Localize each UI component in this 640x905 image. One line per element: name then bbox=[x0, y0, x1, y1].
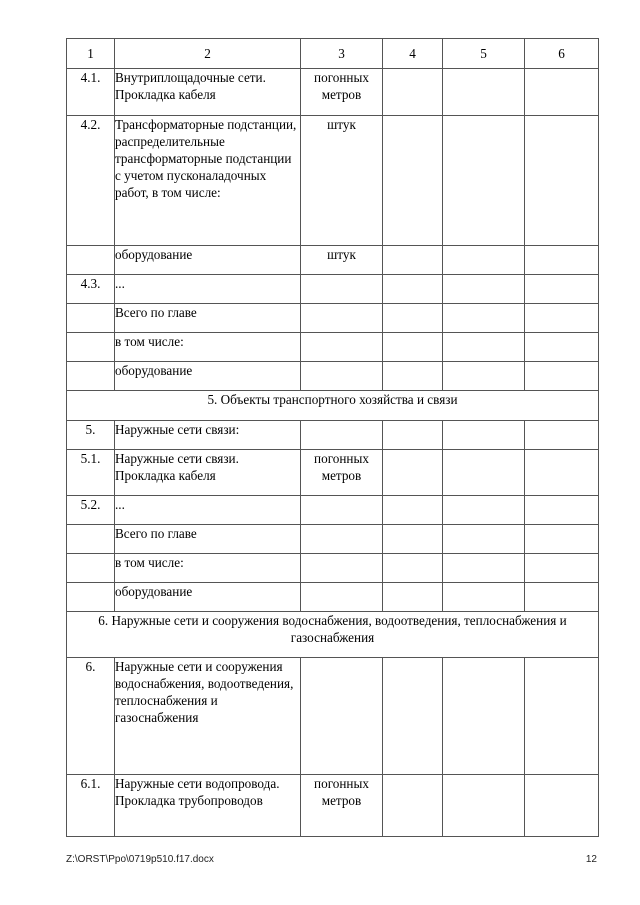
column-header: 6 bbox=[525, 39, 599, 69]
empty-cell bbox=[525, 246, 599, 275]
row-unit bbox=[301, 496, 383, 525]
row-name: Наружные сети водопровода. Прокладка трубопроводов bbox=[115, 775, 301, 837]
row-number: 5.2. bbox=[67, 496, 115, 525]
row-number: 6. bbox=[67, 658, 115, 775]
table-row bbox=[67, 304, 599, 333]
row-unit bbox=[301, 554, 383, 583]
cost-table bbox=[66, 38, 599, 837]
empty-cell bbox=[443, 246, 525, 275]
row-unit: погонных метров bbox=[301, 69, 383, 116]
column-header: 1 bbox=[67, 39, 115, 69]
row-unit bbox=[301, 421, 383, 450]
empty-cell bbox=[443, 69, 525, 116]
row-unit: штук bbox=[301, 246, 383, 275]
empty-cell bbox=[443, 658, 525, 775]
row-number: 5.1. bbox=[67, 450, 115, 496]
row-name: Наружные сети связи: bbox=[115, 421, 301, 450]
empty-cell bbox=[383, 246, 443, 275]
empty-cell bbox=[383, 116, 443, 246]
row-unit bbox=[301, 658, 383, 775]
row-number bbox=[67, 362, 115, 391]
table-row bbox=[67, 275, 599, 304]
row-name: ... bbox=[115, 275, 301, 304]
row-name: Наружные сети и сооружения водоснабжения, водоотведения, теплоснабжения и газоснабжения bbox=[115, 658, 301, 775]
empty-cell bbox=[443, 525, 525, 554]
empty-cell bbox=[525, 362, 599, 391]
empty-cell bbox=[525, 496, 599, 525]
empty-cell bbox=[383, 658, 443, 775]
empty-cell bbox=[525, 583, 599, 612]
table-row bbox=[67, 583, 599, 612]
empty-cell bbox=[383, 421, 443, 450]
empty-cell bbox=[383, 775, 443, 837]
table-row bbox=[67, 496, 599, 525]
empty-cell bbox=[383, 362, 443, 391]
empty-cell bbox=[525, 304, 599, 333]
table-row bbox=[67, 116, 599, 246]
table-row bbox=[67, 421, 599, 450]
table-row bbox=[67, 554, 599, 583]
empty-cell bbox=[525, 421, 599, 450]
empty-cell bbox=[525, 775, 599, 837]
empty-cell bbox=[525, 116, 599, 246]
file-path: Z:\ORST\Ppo\0719p510.f17.docx bbox=[66, 854, 214, 865]
empty-cell bbox=[443, 116, 525, 246]
row-unit bbox=[301, 583, 383, 612]
empty-cell bbox=[525, 69, 599, 116]
row-unit: штук bbox=[301, 116, 383, 246]
table-row bbox=[67, 450, 599, 496]
row-number bbox=[67, 583, 115, 612]
row-unit bbox=[301, 275, 383, 304]
row-name: Внутриплощадочные сети. Прокладка кабеля bbox=[115, 69, 301, 116]
row-name: Всего по главе bbox=[115, 525, 301, 554]
empty-cell bbox=[383, 333, 443, 362]
empty-cell bbox=[443, 450, 525, 496]
row-unit bbox=[301, 333, 383, 362]
table-row bbox=[67, 525, 599, 554]
row-number bbox=[67, 246, 115, 275]
row-name: Наружные сети связи. Прокладка кабеля bbox=[115, 450, 301, 496]
table-header-row bbox=[67, 39, 599, 69]
column-header: 5 bbox=[443, 39, 525, 69]
row-name: Всего по главе bbox=[115, 304, 301, 333]
empty-cell bbox=[443, 583, 525, 612]
row-unit: погонных метров bbox=[301, 450, 383, 496]
table-row bbox=[67, 246, 599, 275]
table-row bbox=[67, 775, 599, 837]
page-number: 12 bbox=[585, 854, 597, 865]
row-number bbox=[67, 525, 115, 554]
row-number bbox=[67, 554, 115, 583]
empty-cell bbox=[443, 496, 525, 525]
empty-cell bbox=[443, 362, 525, 391]
empty-cell bbox=[383, 554, 443, 583]
empty-cell bbox=[443, 333, 525, 362]
table-row bbox=[67, 333, 599, 362]
row-name: ... bbox=[115, 496, 301, 525]
row-unit: погонных метров bbox=[301, 775, 383, 837]
row-number: 4.3. bbox=[67, 275, 115, 304]
empty-cell bbox=[383, 525, 443, 554]
empty-cell bbox=[525, 333, 599, 362]
row-name: оборудование bbox=[115, 246, 301, 275]
column-header: 3 bbox=[301, 39, 383, 69]
empty-cell bbox=[443, 421, 525, 450]
table-row bbox=[67, 69, 599, 116]
empty-cell bbox=[443, 554, 525, 583]
empty-cell bbox=[443, 304, 525, 333]
row-name: Трансформаторные подстанции, распределительные трансформаторные подстанции с учетом пусконаладочных работ, в том числе: bbox=[115, 116, 301, 246]
section-title: 6. Наружные сети и сооружения водоснабжения, водоотведения, теплоснабжения и газоснабжения bbox=[67, 612, 599, 658]
section-row bbox=[67, 612, 599, 658]
empty-cell bbox=[383, 496, 443, 525]
empty-cell bbox=[525, 554, 599, 583]
empty-cell bbox=[525, 275, 599, 304]
row-name: оборудование bbox=[115, 362, 301, 391]
row-number: 4.2. bbox=[67, 116, 115, 246]
empty-cell bbox=[443, 275, 525, 304]
empty-cell bbox=[383, 583, 443, 612]
row-name: в том числе: bbox=[115, 554, 301, 583]
empty-cell bbox=[525, 658, 599, 775]
column-header: 4 bbox=[383, 39, 443, 69]
empty-cell bbox=[525, 525, 599, 554]
row-number bbox=[67, 333, 115, 362]
row-number bbox=[67, 304, 115, 333]
row-unit bbox=[301, 304, 383, 333]
column-header: 2 bbox=[115, 39, 301, 69]
row-number: 5. bbox=[67, 421, 115, 450]
empty-cell bbox=[383, 69, 443, 116]
row-name: в том числе: bbox=[115, 333, 301, 362]
table-row bbox=[67, 362, 599, 391]
row-unit bbox=[301, 362, 383, 391]
row-number: 6.1. bbox=[67, 775, 115, 837]
table-row bbox=[67, 658, 599, 775]
section-row bbox=[67, 391, 599, 421]
empty-cell bbox=[383, 275, 443, 304]
empty-cell bbox=[383, 450, 443, 496]
empty-cell bbox=[443, 775, 525, 837]
section-title: 5. Объекты транспортного хозяйства и связи bbox=[67, 391, 599, 421]
empty-cell bbox=[525, 450, 599, 496]
empty-cell bbox=[383, 304, 443, 333]
row-unit bbox=[301, 525, 383, 554]
row-name: оборудование bbox=[115, 583, 301, 612]
row-number: 4.1. bbox=[67, 69, 115, 116]
